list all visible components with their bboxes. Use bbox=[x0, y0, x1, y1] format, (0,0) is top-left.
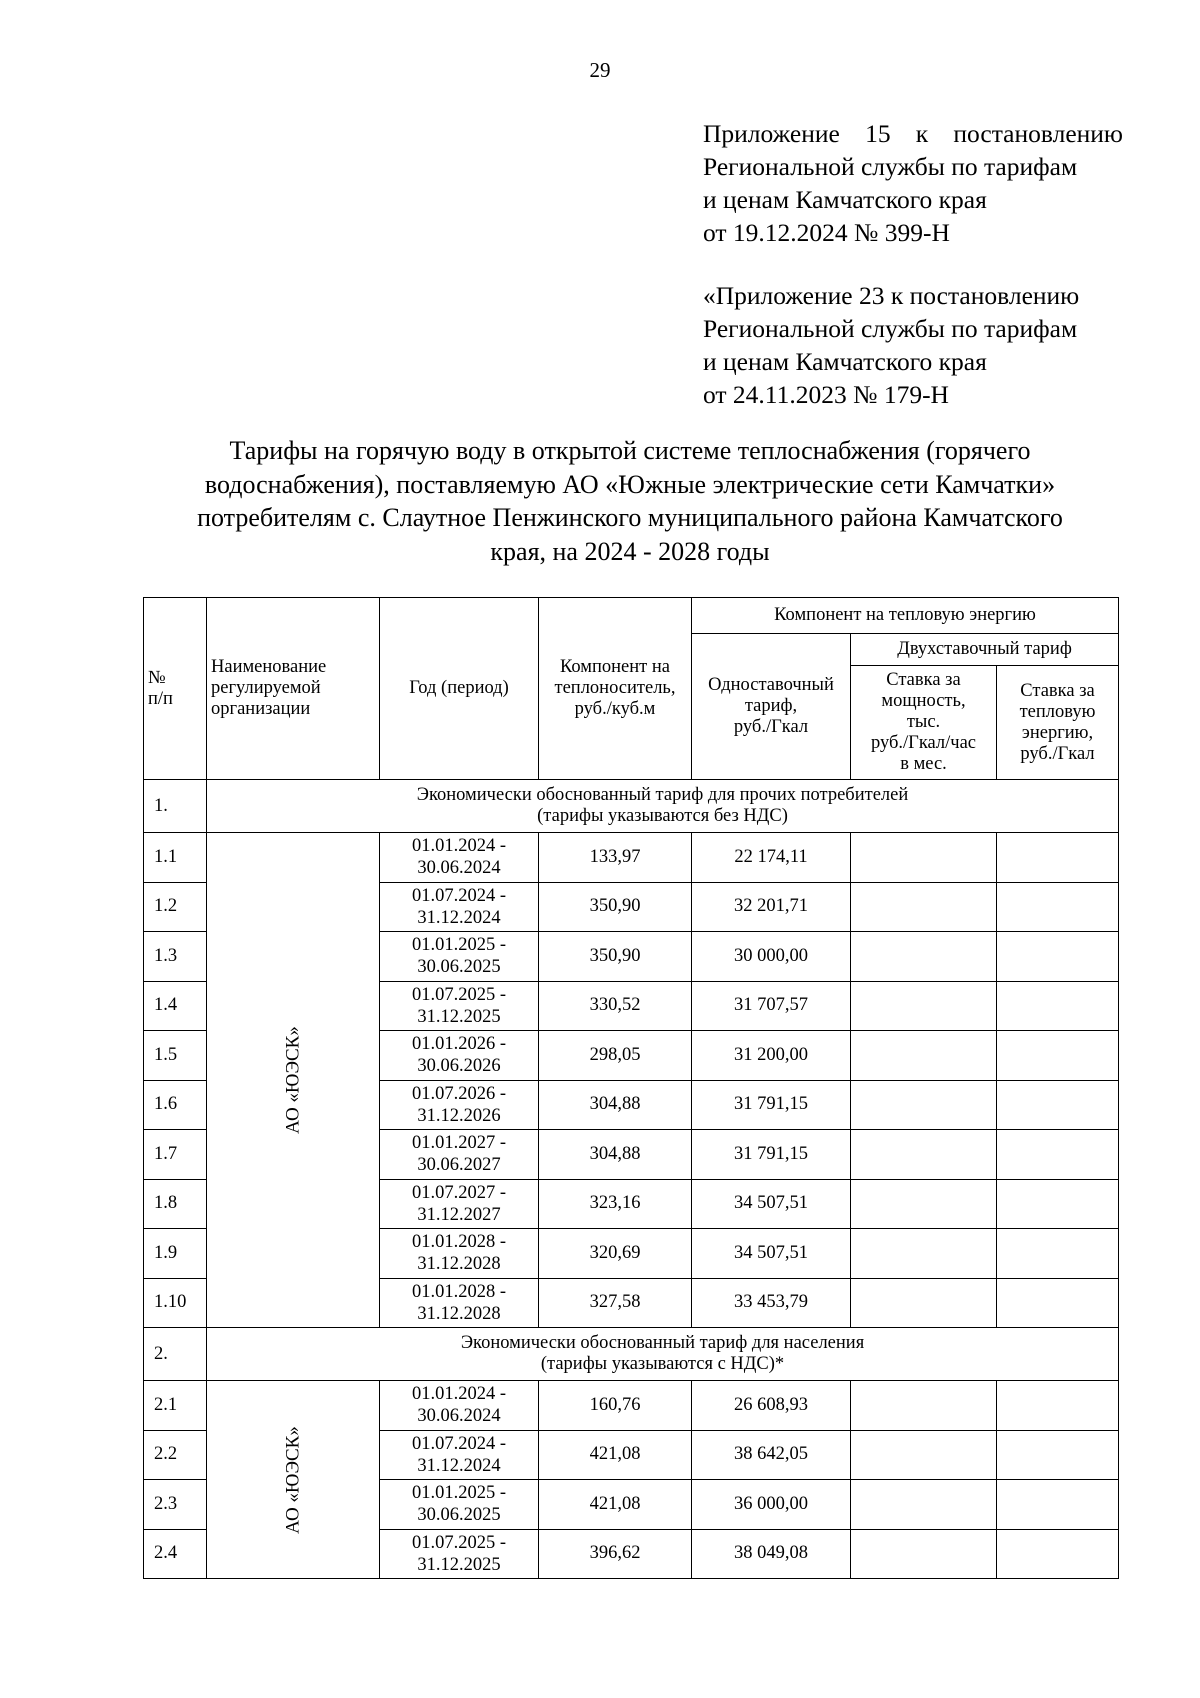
header-text: руб./Гкал bbox=[733, 717, 809, 737]
period-from: 01.07.2024 - bbox=[411, 1433, 507, 1454]
period-cell bbox=[380, 1278, 539, 1328]
capacity-rate-value bbox=[851, 1080, 997, 1130]
header-text: Одноставочный bbox=[708, 675, 834, 695]
energy-rate-value bbox=[997, 1430, 1119, 1480]
period-from: 01.07.2024 - bbox=[411, 885, 507, 906]
header-period: Год (период) bbox=[380, 598, 539, 780]
carrier-value: 133,97 bbox=[539, 833, 692, 883]
header-text: Ставка за bbox=[1020, 680, 1095, 701]
row-num: 1.9 bbox=[144, 1229, 207, 1279]
carrier-value: 304,88 bbox=[539, 1080, 692, 1130]
capacity-rate-value bbox=[851, 1381, 997, 1431]
header-text: регулируемой bbox=[211, 678, 321, 698]
row-num: 2.2 bbox=[144, 1430, 207, 1480]
carrier-value: 350,90 bbox=[539, 932, 692, 982]
title-line: края, на 2024 - 2028 годы bbox=[490, 536, 770, 566]
header-text: Наименование bbox=[211, 657, 327, 677]
header-text: мощность, bbox=[881, 691, 966, 711]
appendix-line: «Приложение 23 к постановлению bbox=[703, 281, 1080, 310]
period-cell bbox=[380, 1130, 539, 1180]
document-title bbox=[140, 434, 1120, 568]
section-row bbox=[144, 1328, 1119, 1381]
energy-rate-value bbox=[997, 1229, 1119, 1279]
row-num: 1.6 bbox=[144, 1080, 207, 1130]
period-to: 31.12.2026 bbox=[417, 1105, 501, 1126]
header-single-rate bbox=[692, 634, 851, 780]
period-from: 01.01.2024 - bbox=[411, 836, 507, 857]
section-title-line: Экономически обоснованный тариф для населения bbox=[460, 1333, 865, 1353]
header-text: руб./куб.м bbox=[574, 699, 656, 719]
capacity-rate-value bbox=[851, 1529, 997, 1579]
energy-rate-value bbox=[997, 1480, 1119, 1530]
row-num: 2.3 bbox=[144, 1480, 207, 1530]
carrier-value: 160,76 bbox=[539, 1381, 692, 1431]
energy-rate-value bbox=[997, 1130, 1119, 1180]
period-to: 30.06.2027 bbox=[417, 1155, 501, 1176]
period-from: 01.01.2024 - bbox=[411, 1384, 507, 1405]
period-to: 30.06.2025 bbox=[417, 957, 501, 978]
period-cell bbox=[380, 1529, 539, 1579]
header-text: организации bbox=[211, 699, 311, 719]
header-num bbox=[144, 598, 207, 780]
energy-rate-value bbox=[997, 1381, 1119, 1431]
period-to: 31.12.2025 bbox=[417, 1006, 501, 1027]
capacity-rate-value bbox=[851, 1130, 997, 1180]
carrier-value: 350,90 bbox=[539, 882, 692, 932]
period-from: 01.07.2027 - bbox=[411, 1182, 507, 1203]
capacity-rate-value bbox=[851, 833, 997, 883]
energy-rate-value bbox=[997, 932, 1119, 982]
period-cell bbox=[380, 1031, 539, 1081]
row-num: 1.2 bbox=[144, 882, 207, 932]
header-text: в мес. bbox=[900, 754, 947, 774]
single-rate-value: 34 507,51 bbox=[692, 1179, 851, 1229]
section-row bbox=[144, 780, 1119, 833]
energy-rate-value bbox=[997, 1031, 1119, 1081]
period-from: 01.07.2025 - bbox=[411, 984, 507, 1005]
period-cell bbox=[380, 1430, 539, 1480]
period-to: 31.12.2027 bbox=[417, 1204, 501, 1225]
energy-rate-value bbox=[997, 1278, 1119, 1328]
row-num: 1.5 bbox=[144, 1031, 207, 1081]
title-line: Тарифы на горячую воду в открытой системе теплоснабжения (горячего bbox=[229, 436, 1031, 465]
header-heat-component: Компонент на тепловую энергию bbox=[692, 598, 1119, 634]
org-name: АО «ЮЭСК» bbox=[282, 1026, 304, 1134]
appendix-line: от 24.11.2023 № 179-Н bbox=[703, 380, 949, 409]
period-cell bbox=[380, 1480, 539, 1530]
page-number: 29 bbox=[589, 58, 611, 82]
period-cell bbox=[380, 1179, 539, 1229]
org-name-cell bbox=[207, 833, 380, 1328]
section-num: 1. bbox=[144, 780, 207, 833]
period-to: 31.12.2028 bbox=[417, 1303, 501, 1324]
carrier-value: 320,69 bbox=[539, 1229, 692, 1279]
single-rate-value: 26 608,93 bbox=[692, 1381, 851, 1431]
single-rate-value: 38 049,08 bbox=[692, 1529, 851, 1579]
period-cell bbox=[380, 833, 539, 883]
carrier-value: 304,88 bbox=[539, 1130, 692, 1180]
carrier-value: 298,05 bbox=[539, 1031, 692, 1081]
row-num: 1.8 bbox=[144, 1179, 207, 1229]
period-to: 31.12.2024 bbox=[417, 907, 501, 928]
table-row bbox=[144, 833, 1119, 883]
period-to: 31.12.2025 bbox=[417, 1554, 501, 1575]
header-carrier bbox=[539, 598, 692, 780]
table-row bbox=[144, 1381, 1119, 1431]
single-rate-value: 22 174,11 bbox=[692, 833, 851, 883]
capacity-rate-value bbox=[851, 1031, 997, 1081]
tariff-table bbox=[143, 597, 1119, 1579]
header-text: руб./Гкал/час bbox=[870, 733, 977, 753]
header-text: Ставка за bbox=[886, 670, 961, 690]
period-from: 01.01.2026 - bbox=[411, 1034, 507, 1055]
appendix-header-2 bbox=[703, 279, 1123, 411]
single-rate-value: 31 707,57 bbox=[692, 981, 851, 1031]
period-cell bbox=[380, 1080, 539, 1130]
capacity-rate-value bbox=[851, 932, 997, 982]
carrier-value: 330,52 bbox=[539, 981, 692, 1031]
single-rate-value: 34 507,51 bbox=[692, 1229, 851, 1279]
org-name: АО «ЮЭСК» bbox=[282, 1425, 304, 1534]
period-to: 31.12.2024 bbox=[417, 1455, 501, 1476]
period-cell bbox=[380, 981, 539, 1031]
period-to: 30.06.2024 bbox=[417, 1406, 501, 1427]
row-num: 1.10 bbox=[144, 1278, 207, 1328]
period-from: 01.01.2025 - bbox=[411, 935, 507, 956]
energy-rate-value bbox=[997, 1080, 1119, 1130]
org-name-cell bbox=[207, 1381, 380, 1579]
row-num: 1.1 bbox=[144, 833, 207, 883]
row-num: 1.7 bbox=[144, 1130, 207, 1180]
single-rate-value: 32 201,71 bbox=[692, 882, 851, 932]
period-cell bbox=[380, 932, 539, 982]
header-text: тепловую bbox=[1019, 701, 1096, 722]
title-line: водоснабжения), поставляемую АО «Южные электрические сети Камчатки» bbox=[204, 469, 1056, 499]
single-rate-value: 38 642,05 bbox=[692, 1430, 851, 1480]
section-title bbox=[207, 1328, 1119, 1381]
single-rate-value: 36 000,00 bbox=[692, 1480, 851, 1530]
capacity-rate-value bbox=[851, 1179, 997, 1229]
header-text: теплоноситель, bbox=[554, 678, 676, 698]
header-text: тариф, bbox=[744, 696, 798, 716]
period-cell bbox=[380, 882, 539, 932]
capacity-rate-value bbox=[851, 882, 997, 932]
header-energy-rate bbox=[997, 666, 1119, 780]
header-org bbox=[207, 598, 380, 780]
carrier-value: 323,16 bbox=[539, 1179, 692, 1229]
single-rate-value: 33 453,79 bbox=[692, 1278, 851, 1328]
header-text: тыс. bbox=[906, 712, 941, 732]
capacity-rate-value bbox=[851, 1480, 997, 1530]
appendix-line: Региональной службы по тарифам bbox=[703, 152, 1078, 181]
section-title-line: Экономически обоснованный тариф для прочих потребителей bbox=[416, 785, 909, 805]
period-from: 01.01.2027 - bbox=[411, 1133, 507, 1154]
energy-rate-value bbox=[997, 833, 1119, 883]
period-cell bbox=[380, 1381, 539, 1431]
period-to: 31.12.2028 bbox=[417, 1254, 501, 1275]
header-two-rate: Двухставочный тариф bbox=[851, 634, 1119, 666]
appendix-line: Приложение 15 к постановлению bbox=[703, 119, 1123, 148]
single-rate-value: 31 200,00 bbox=[692, 1031, 851, 1081]
section-title-line: (тарифы указываются с НДС)* bbox=[540, 1354, 785, 1374]
carrier-value: 421,08 bbox=[539, 1430, 692, 1480]
title-line: потребителям с. Слаутное Пенжинского муниципального района Камчатского bbox=[197, 503, 1063, 532]
appendix-line: Региональной службы по тарифам bbox=[703, 314, 1078, 343]
capacity-rate-value bbox=[851, 1229, 997, 1279]
carrier-value: 421,08 bbox=[539, 1480, 692, 1530]
period-to: 30.06.2026 bbox=[417, 1056, 501, 1077]
appendix-line: и ценам Камчатского края bbox=[703, 347, 987, 376]
period-to: 30.06.2025 bbox=[417, 1505, 501, 1526]
header-text: энергию, bbox=[1021, 722, 1094, 743]
appendix-header-1 bbox=[703, 117, 1123, 249]
energy-rate-value bbox=[997, 1529, 1119, 1579]
period-from: 01.01.2025 - bbox=[411, 1483, 507, 1504]
period-cell bbox=[380, 1229, 539, 1279]
single-rate-value: 30 000,00 bbox=[692, 932, 851, 982]
energy-rate-value bbox=[997, 882, 1119, 932]
row-num: 2.4 bbox=[144, 1529, 207, 1579]
period-from: 01.01.2028 - bbox=[411, 1232, 507, 1253]
appendix-line: и ценам Камчатского края bbox=[703, 185, 987, 214]
period-to: 30.06.2024 bbox=[417, 858, 501, 879]
single-rate-value: 31 791,15 bbox=[692, 1080, 851, 1130]
energy-rate-value bbox=[997, 981, 1119, 1031]
single-rate-value: 31 791,15 bbox=[692, 1130, 851, 1180]
header-text: Компонент на bbox=[559, 657, 670, 677]
section-num: 2. bbox=[144, 1328, 207, 1381]
carrier-value: 327,58 bbox=[539, 1278, 692, 1328]
row-num: 2.1 bbox=[144, 1381, 207, 1431]
capacity-rate-value bbox=[851, 1278, 997, 1328]
header-capacity-rate bbox=[851, 666, 997, 780]
row-num: 1.4 bbox=[144, 981, 207, 1031]
energy-rate-value bbox=[997, 1179, 1119, 1229]
section-title-line: (тарифы указываются без НДС) bbox=[537, 806, 788, 826]
period-from: 01.07.2026 - bbox=[411, 1083, 507, 1104]
period-from: 01.01.2028 - bbox=[411, 1281, 507, 1302]
carrier-value: 396,62 bbox=[539, 1529, 692, 1579]
section-title bbox=[207, 780, 1119, 833]
header-text: п/п bbox=[148, 688, 173, 709]
row-num: 1.3 bbox=[144, 932, 207, 982]
appendix-line: от 19.12.2024 № 399-Н bbox=[703, 218, 950, 247]
capacity-rate-value bbox=[851, 981, 997, 1031]
period-from: 01.07.2025 - bbox=[411, 1532, 507, 1553]
header-text: № bbox=[148, 667, 166, 688]
capacity-rate-value bbox=[851, 1430, 997, 1480]
header-text: руб./Гкал bbox=[1020, 743, 1095, 764]
